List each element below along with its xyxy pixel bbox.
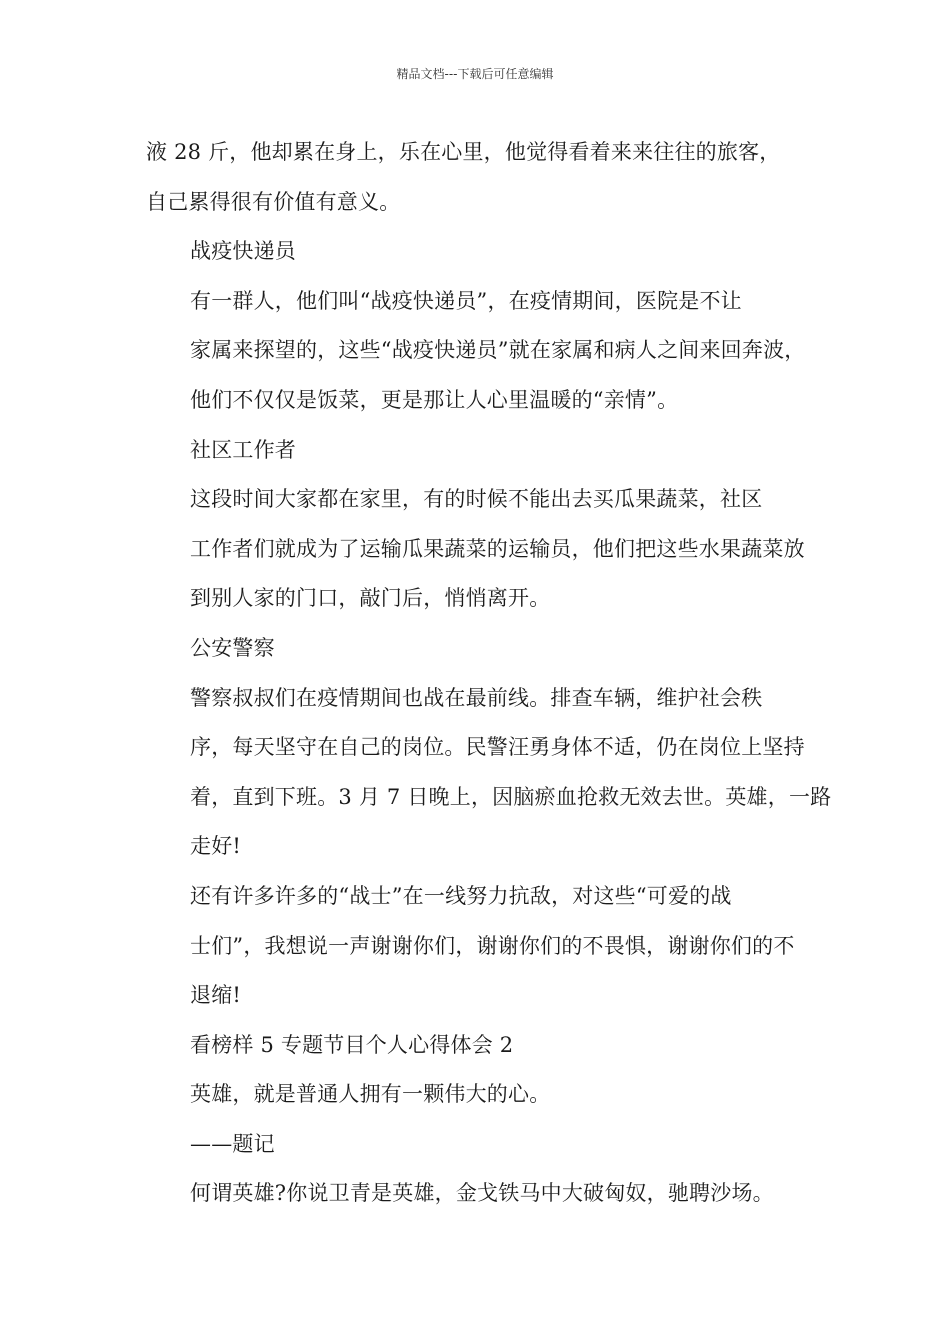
text-line: 液 28 斤，他却累在身上，乐在心里，他觉得看着来来往往的旅客， (146, 140, 781, 164)
document-body (146, 128, 832, 1219)
paragraph (146, 277, 814, 426)
text-line: 何谓英雄?你说卫青是英雄，金戈铁马中大破匈奴，驰聘沙场。 (190, 1181, 774, 1206)
text-line: 英雄，就是普通人拥有一颗伟大的心。 (190, 1082, 551, 1107)
text-line: 社区工作者 (190, 437, 296, 462)
text-line: 公安警察 (190, 635, 275, 660)
paragraph (146, 1120, 814, 1170)
text-line: 这段时间大家都在家里，有的时候不能出去买瓜果蔬菜，社区 (190, 487, 763, 512)
paragraph (146, 872, 814, 1021)
text-line: 自己累得很有价值有意义。 (146, 189, 401, 214)
paragraph (146, 1070, 814, 1120)
paragraph (146, 475, 814, 624)
text-line: 士们”，我想说一声谢谢你们，谢谢你们的不畏惧，谢谢你们的不 (190, 933, 795, 958)
text-line: 他们不仅仅是饭菜，更是那让人心里温暖的“亲情”。 (190, 387, 679, 412)
text-line: 有一群人，他们叫“战疫快递员”，在疫情期间，医院是不让 (190, 288, 742, 313)
paragraph (146, 1021, 814, 1071)
text-line: 走好! (190, 834, 242, 859)
paragraph (146, 128, 814, 227)
text-line: 看榜样 5 专题节目个人心得体会 2 (190, 1032, 514, 1057)
paragraph (146, 227, 814, 277)
text-line: 家属来探望的，这些“战疫快递员”就在家属和病人之间来回奔波， (190, 338, 806, 363)
text-line: 退缩! (190, 983, 242, 1008)
text-line: ——题记 (190, 1131, 275, 1156)
text-line: 序，每天坚守在自己的岗位。民警汪勇身体不适，仍在岗位上坚持 (190, 735, 805, 760)
text-line: 还有许多许多的“战士”在一线努力抗敌，对这些“可爱的战 (190, 883, 732, 908)
paragraph (146, 624, 814, 674)
paragraph (146, 1169, 814, 1219)
text-line: 工作者们就成为了运输瓜果蔬菜的运输员，他们把这些水果蔬菜放 (190, 536, 805, 561)
paragraph (146, 426, 814, 476)
page-header: 精品文档---下载后可任意编辑 (396, 67, 554, 81)
paragraph (146, 674, 832, 872)
text-line: 战疫快递员 (190, 239, 296, 264)
text-line: 着，直到下班。3 月 7 日晚上，因脑瘀血抢救无效去世。英雄，一路 (190, 784, 832, 809)
text-line: 警察叔叔们在疫情期间也战在最前线。排查车辆，维护社会秩 (190, 685, 763, 710)
text-line: 到别人家的门口，敲门后，悄悄离开。 (190, 586, 551, 611)
